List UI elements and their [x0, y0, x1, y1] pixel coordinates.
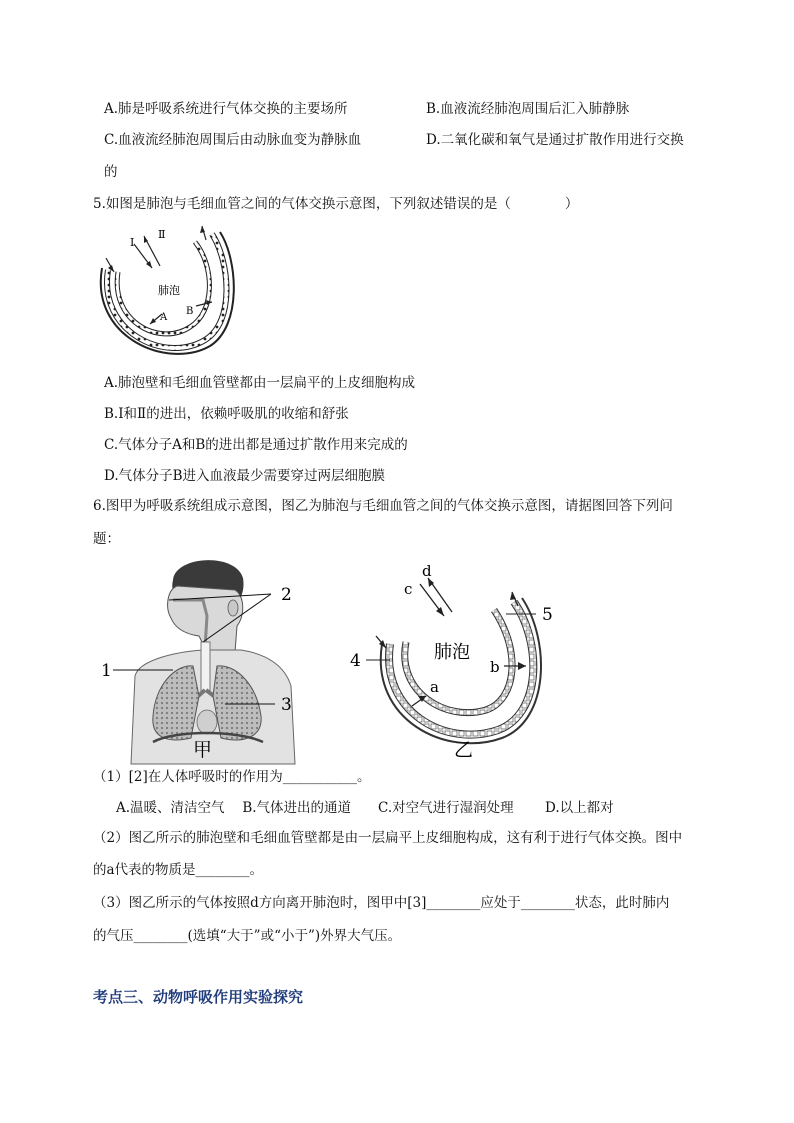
fig-yi-label-b: b — [490, 658, 500, 676]
fig-jia-caption: 甲 — [193, 739, 213, 761]
fig5-label-B: B — [186, 306, 194, 317]
q6-sub1: （1）[2]在人体呼吸时的作用为___________。 — [93, 769, 371, 785]
q6-sub3-line2: 的气压________(选填“大于”或“小于”)外界大气压。 — [93, 928, 402, 944]
fig-yi-alveolus-capillary — [346, 562, 566, 762]
fig-jia-label-1: 1 — [101, 661, 112, 681]
q6-stem-line1: 6.图甲为呼吸系统组成示意图，图乙为肺泡与毛细血管之间的气体交换示意图，请据图回答下列问 — [93, 498, 673, 514]
fig5-label-A: A — [160, 312, 168, 323]
q5-stem: 5.如图是肺泡与毛细血管之间的气体交换示意图，下列叙述错误的是（ ） — [93, 196, 579, 212]
q6-stem-line2: 题： — [93, 531, 120, 547]
q6-sub1-options: A.温暖、清洁空气 B.气体进出的通道 C.对空气进行湿润处理 D.以上都对 — [116, 800, 614, 816]
fig-jia-label-2: 2 — [281, 585, 292, 605]
fig-yi-label-c: c — [404, 580, 413, 598]
q5-alveolus-diagram — [100, 222, 250, 362]
fig-yi-label-d: d — [422, 562, 432, 580]
q5-option-b: B.Ⅰ和Ⅱ的进出，依赖呼吸肌的收缩和舒张 — [104, 406, 349, 422]
fig-jia-label-3: 3 — [281, 695, 292, 715]
q4-option-b: B.血液流经肺泡周围后汇入肺静脉 — [426, 101, 630, 117]
fig5-label-alveolus: 肺泡 — [158, 284, 180, 297]
q5-option-d: D.气体分子B进入血液最少需要穿过两层细胞膜 — [104, 468, 386, 484]
q4-option-c: C.血液流经肺泡周围后由动脉血变为静脉血 — [104, 132, 362, 148]
q4-option-d: D.二氧化碳和氧气是通过扩散作用进行交换 — [426, 132, 684, 148]
fig-jia-respiratory-system — [95, 556, 305, 766]
fig-yi-label-a: a — [430, 678, 439, 696]
q6-sub2-line2: 的a代表的物质是________。 — [93, 862, 264, 878]
q4-option-d-continuation: 的 — [104, 164, 118, 180]
q4-option-a: A.肺是呼吸系统进行气体交换的主要场所 — [104, 101, 348, 117]
fig-yi-label-5: 5 — [542, 605, 553, 625]
section-title: 考点三、动物呼吸作用实验探究 — [93, 988, 304, 1006]
fig-yi-label-4: 4 — [350, 651, 361, 671]
q5-option-a: A.肺泡壁和毛细血管壁都由一层扁平的上皮细胞构成 — [104, 375, 416, 391]
fig-yi-label-alveolus: 肺泡 — [434, 642, 470, 663]
q6-sub2-line1: （2）图乙所示的肺泡壁和毛细血管壁都是由一层扁平上皮细胞构成，这有利于进行气体交换。图中 — [93, 830, 683, 846]
q5-option-c: C.气体分子A和B的进出都是通过扩散作用来完成的 — [104, 437, 408, 453]
fig5-label-II: Ⅱ — [158, 228, 166, 241]
q6-sub3-line1: （3）图乙所示的气体按照d方向离开肺泡时，图甲中[3]________应处于________状态，此时肺内 — [93, 895, 670, 911]
fig-yi-caption: 乙 — [454, 739, 474, 761]
fig5-label-I: Ⅰ — [130, 236, 135, 249]
